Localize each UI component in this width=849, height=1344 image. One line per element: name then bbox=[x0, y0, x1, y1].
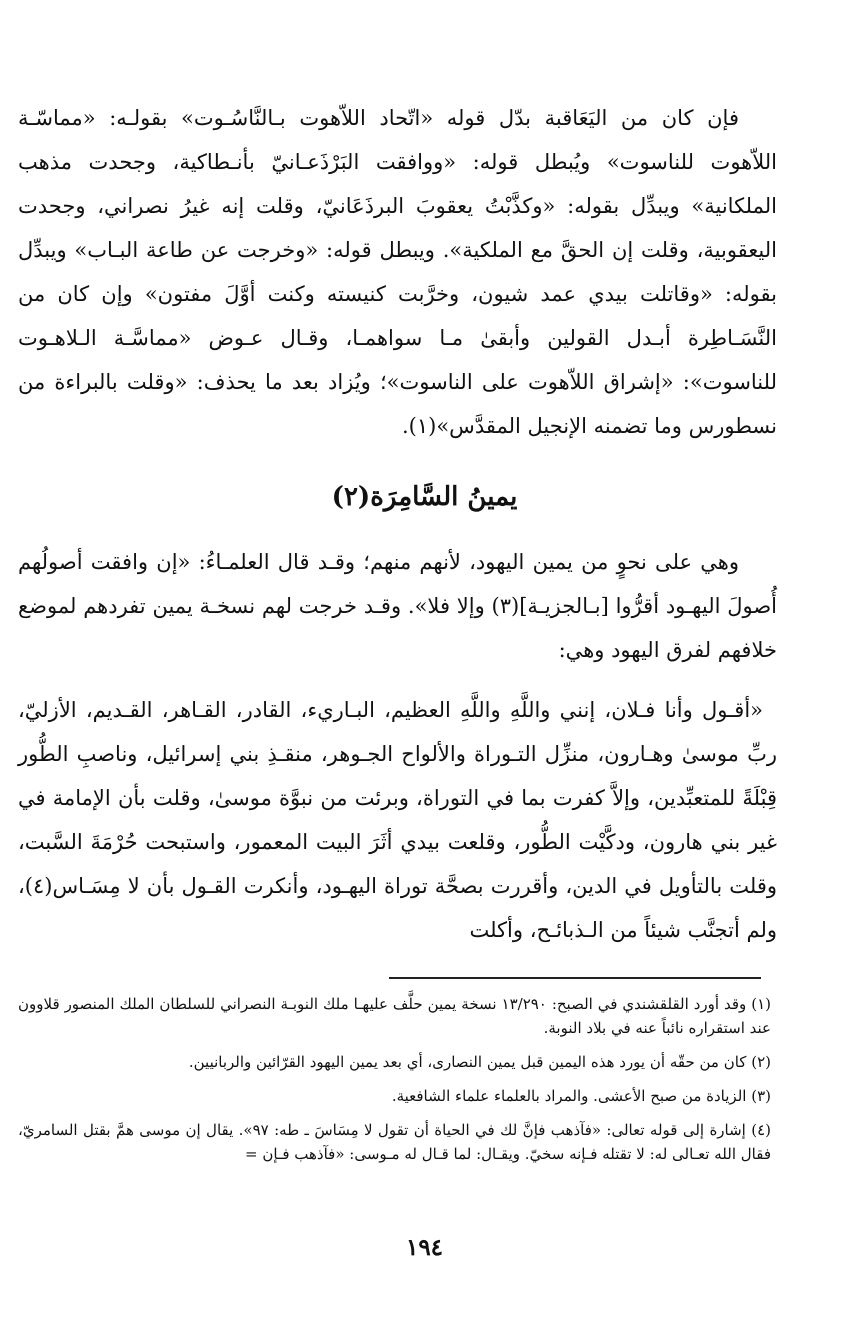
footnotes bbox=[18, 992, 771, 1166]
main-text-block-2 bbox=[18, 540, 777, 672]
main-text-block-3 bbox=[18, 688, 777, 952]
footnote-separator bbox=[389, 977, 761, 979]
footnote-2: (٢) كان من حقّه أن يورد هذه اليمين قبل يمين النصارى، أي بعد يمين اليهود القرّائين والربانيين. bbox=[188, 1053, 771, 1071]
page-number: ١٩٤ bbox=[405, 1234, 444, 1261]
footnote-3: (٣) الزيادة من صبح الأعشى. والمراد بالعلماء علماء الشافعية. bbox=[391, 1087, 771, 1105]
footnote-4: (٤) إشارة إلى قوله تعالى: «فآذهب فإنَّ لك في الحياة أن تقول لا مِسَاسَ ـ طه: ٩٧». يقال إن موسى همَّ بقتل السامريّ، فقال الله تعـالى له: لا تقتله فـإنه سخيّ. ويقـال: لما قـال له مـوسى: «فآذهب فـإن = bbox=[18, 1121, 772, 1163]
paragraph-jacobites-oath: فإن كان من اليَعَاقبة بدّل قوله «اتّحاد اللاّهوت بـالنَّاسُـوت» بقولـه: «مماسّـة اللاّهوت للناسوت» ويُبطل قوله: «ووافقت البَرْذَعـانيّ بأنـطاكية، وجحدت مذهب الملكانية» ويبدِّل بقوله: «وكذَّبْتُ يعقوبَ البرذَعَانيّ، وقلت إنه غيرُ نصراني، وجحدت اليعقوبية، وقلت إن الحقَّ مع الملكية». ويبطل قوله: «وخرجت عن طاعة البـاب» ويبدِّل بقوله: «وقاتلت بيدي عمد شيون، وخرَّبت كنيسته وكنت أوَّلَ مفتون» وإن كان من النَّسَـاطِرة أبـدل القولين وأبقىٰ مـا سواهمـا، وقـال عـوض «مماسَّـة الـلاهـوت للناسوت»: «إشراق اللاّهوت على الناسوت»؛ ويُزاد بعد ما يحذف: «وقلت بالبراءة من نسطورس وما تضمنه الإنجيل المقدَّس»(١). bbox=[18, 106, 777, 438]
footnote-1: (١) وقد أورد القلقشندي في الصبح: ١٣/٢٩٠ نسخة يمين حلَّف عليهـا ملك النوبـة النصراني للسلطان الملك المنصور قلاوون عند استقراره نائباً عنه في بلاد النوبة. bbox=[18, 995, 771, 1037]
section-heading: يمينُ السَّامِرَة(٢) bbox=[331, 482, 518, 512]
paragraph-samaritans-intro: وهي على نحوٍ من يمين اليهود، لأنهم منهم؛ وقـد قال العلمـاءُ: «إن وافقت أصولُهم أُصولَ اليهـود أقرُّوا [بـالجزيـة](٣) وإلا فلا». وقـد خرجت لهم نسخـة يمين تفردهم لموضع خلافهم لفرق اليهود وهي: bbox=[18, 550, 777, 662]
main-text-block-1 bbox=[18, 96, 777, 448]
paragraph-oath-text: «أقـول وأنا فـلان، إنني واللَّهِ واللَّهِ العظيم، البـاريء، القادر، القـاهر، القـديم، الأزليّ، ربِّ موسىٰ وهـارون، منزِّل التـوراة والألواح الجـوهر، منقـذِ بني إسرائيل، وناصبِ الطُّور قِبْلَةً للمتعبِّدين، وإلاَّ كفرت بما في التوراة، وبرئت من نبوَّة موسىٰ، وقلت بأن الإمامة في غير بني هارون، ودكَّيْت الطُّور، وقلعت بيدي أثَرَ البيت المعمور، واستبحت حُرْمَةَ السَّبت، وقلت بالتأويل في الدين، وأقررت بصحَّة توراة اليهـود، وأنكرت القـول بأن لا مِسَـاس(٤)، ولم أتجنَّب شيئاً من الـذبائـح، وأكلت bbox=[18, 698, 777, 942]
